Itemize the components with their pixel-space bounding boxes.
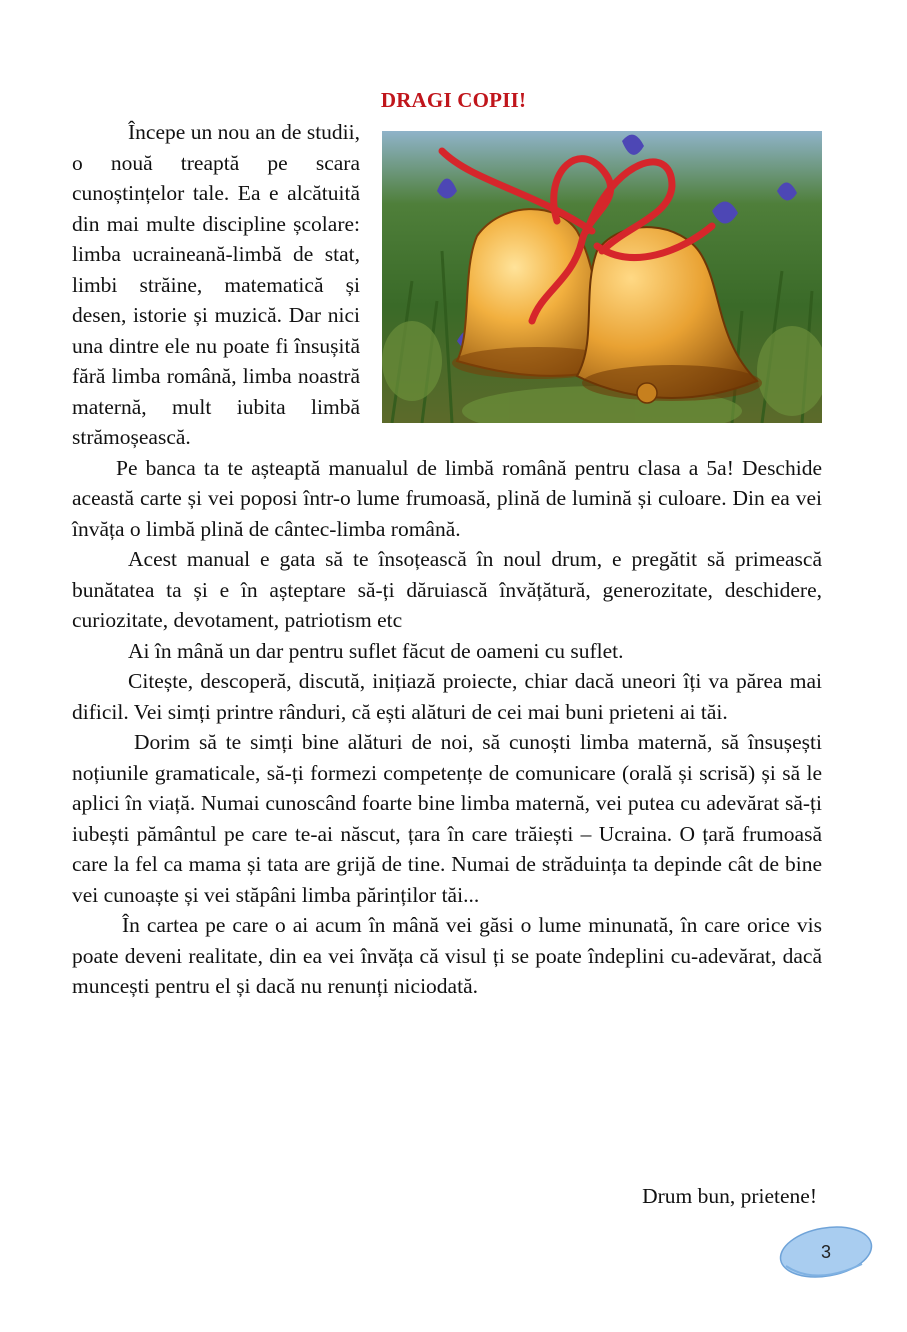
paragraph-2: Pe banca ta te așteaptă manualul de limbă română pentru clasa a 5a! Deschide această carte și vei poposi într-o lume frumoasă, plină de lumină și culoare. Din ea vei învăța o limbă plină de cântec-limba română. [72,455,822,541]
paragraph-5: Citește, descoperă, discută, inițiază proiecte, chiar dacă uneori îți va părea mai dificil. Vei simți printre rânduri, că ești alături de cei mai buni prieteni ai tăi. [72,669,822,724]
paragraph-4: Ai în mână un dar pentru suflet făcut de oameni cu suflet. [128,638,624,663]
page-number: 3 [820,1241,831,1262]
body-text [72,117,822,1002]
school-bells-photo [382,131,822,423]
page-number-badge [776,1222,876,1282]
signature: Drum bun, prietene! [642,1184,817,1208]
page-title: DRAGI COPII! [380,88,527,112]
paragraph-6: Dorim să te simți bine alături de noi, să cunoști limba maternă, să însușești noțiunile gramaticale, să-ți formezi competențe de comunicare (orală și scrisă) și să le aplici în viață. Numai cunoscând foarte bine limba maternă, vei putea cu adevărat să-ți iubești pământul pe care te-ai născut, țara în care trăiești – Ucraina. O țară frumoasă care la fel ca mama și tata are grijă de tine. Numai de străduința ta depinde cât de bine vei cunoaște și vei stăpâni limba părinților tăi... [72,730,822,907]
paragraph-1: Începe un nou an de studii, o nouă treaptă pe scara cunoștințelor tale. Ea e alcătuită din mai multe discipline școlare: limba ucraineană-limbă de stat, limbi străine, matematică și desen, istorie și muzică. Dar nici una dintre ele nu poate fi însușită fără limba română, limba noastră maternă, mult iubita limbă strămoșească. [72,120,360,449]
paragraph-7: În cartea pe care o ai acum în mână vei găsi o lume minunată, în care orice vis poate deveni realitate, din ea vei învăța că visul ți se poate îndeplini cu-adevărat, dacă muncești pentru el și dacă nu renunți niciodată. [72,913,822,998]
paragraph-3: Acest manual e gata să te însoțească în noul drum, e pregătit să primească bunătatea ta și e în așteptare să-ți dăruiască învățătură, generozitate, deschidere, curiozitate, devotament, patriotism etc [72,547,822,632]
